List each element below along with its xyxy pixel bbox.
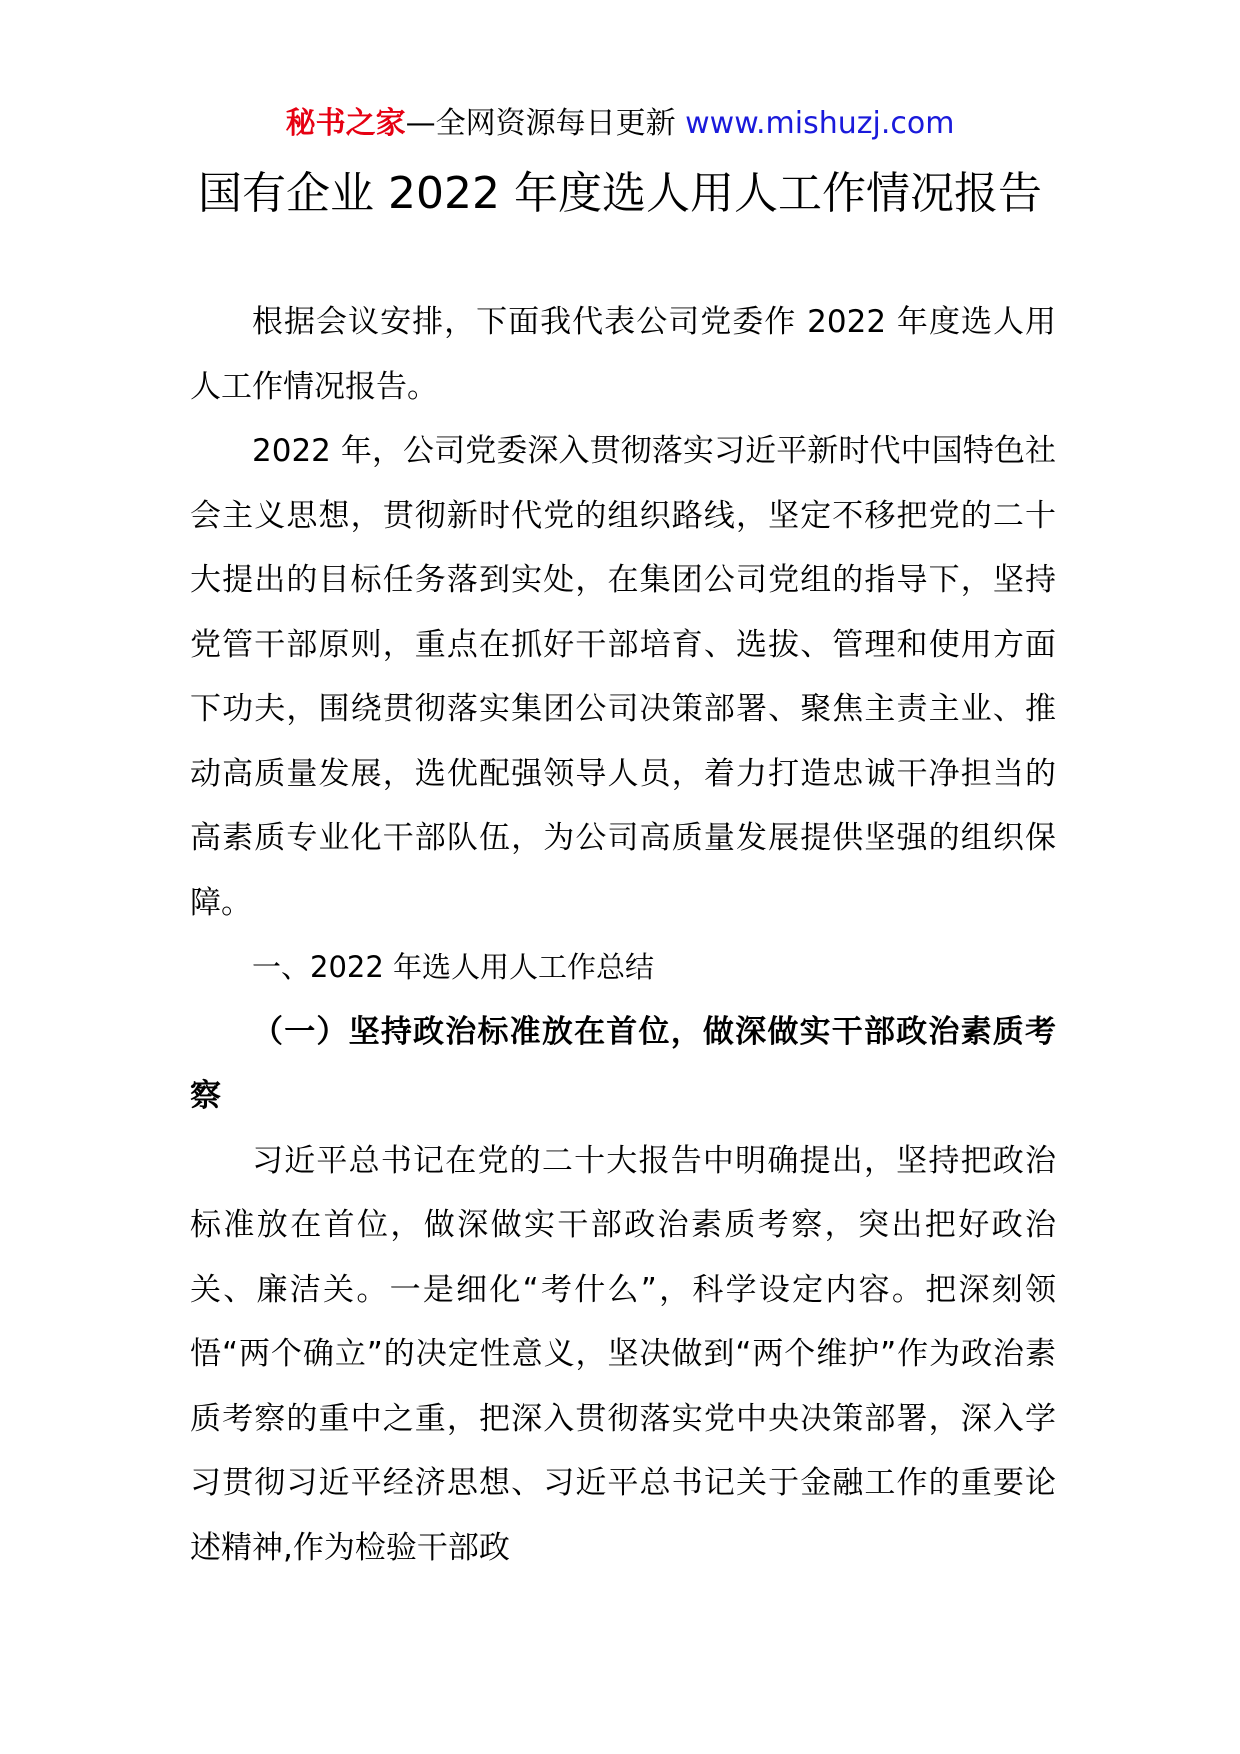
document-title: 国有企业 2022 年度选人用人工作情况报告 (198, 168, 1042, 219)
header-tagline: —全网资源每日更新 (405, 106, 676, 141)
subsection-heading-1: （一）坚持政治标准放在首位，做深做实干部政治素质考察 (190, 1013, 1056, 1114)
brand-name: 秘书之家 (285, 106, 406, 141)
site-header (0, 104, 1240, 144)
document-body (190, 290, 1056, 1580)
paragraph-overview: 2022 年，公司党委深入贯彻落实习近平新时代中国特色社会主义思想，贯彻新时代党的组织路线，坚定不移把党的二十大提出的目标任务落到实处，在集团公司党组的指导下，坚持党管干部原则，重点在抓好干部培育、选拔、管理和使用方面下功夫，围绕贯彻落实集团公司决策部署、聚焦主责主业、推动高质量发展，选优配强领导人员，着力打造忠诚干净担当的高素质专业化干部队伍，为公司高质量发展提供坚强的组织保障。 (190, 433, 1056, 921)
section-heading-1: 一、2022 年选人用人工作总结 (252, 950, 655, 984)
site-url-link[interactable]: www.mishuzj.com (685, 106, 955, 141)
paragraph-political-standard: 习近平总书记在党的二十大报告中明确提出，坚持把政治标准放在首位，做深做实干部政治素质考察，突出把好政治关、廉洁关。一是细化“考什么”，科学设定内容。把深刻领悟“两个确立”的决定性意义，坚决做到“两个维护”作为政治素质考察的重中之重，把深入贯彻落实党中央决策部署，深入学习贯彻习近平经济思想、习近平总书记关于金融工作的重要论述精神,作为检验干部政 (190, 1142, 1056, 1566)
paragraph-intro: 根据会议安排，下面我代表公司党委作 2022 年度选人用人工作情况报告。 (190, 304, 1056, 405)
